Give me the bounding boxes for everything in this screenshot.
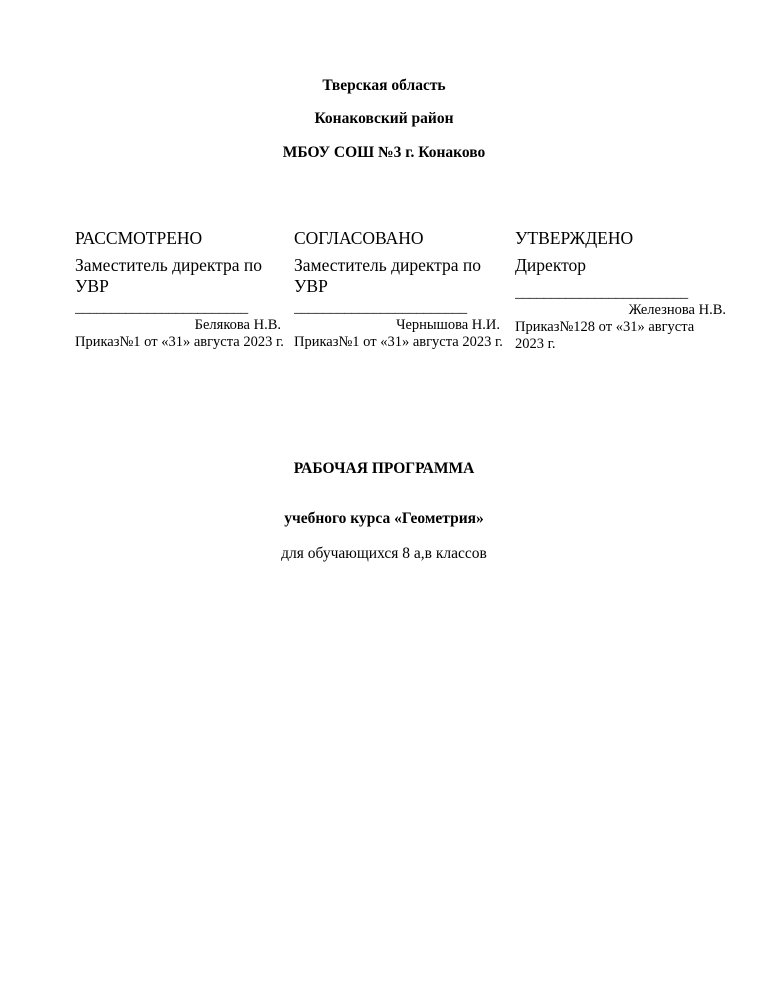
- approval-heading: РАССМОТРЕНО: [75, 228, 203, 248]
- program-course: учебного курса «Геометрия»: [284, 510, 484, 527]
- approval-heading: УТВЕРЖДЕНО: [515, 228, 634, 248]
- header-district: Конаковский район: [314, 110, 454, 127]
- approval-heading: СОГЛАСОВАНО: [294, 228, 424, 248]
- program-audience: для обучающихся 8 а,в классов: [281, 545, 487, 562]
- order-reference: Приказ№1 от «31» августа 2023 г.: [294, 334, 503, 350]
- signatory-name: Чернышова Н.И.: [396, 317, 500, 333]
- approval-role: Заместитель директра по УВР: [294, 255, 482, 296]
- approval-role: Директор: [515, 255, 587, 275]
- order-reference: Приказ№1 от «31» августа 2023 г.: [75, 334, 284, 350]
- signatory-name: Белякова Н.В.: [194, 317, 281, 333]
- signature-line: ________________________: [75, 300, 248, 316]
- header-region: Тверская область: [322, 77, 446, 94]
- signature-line: ________________________: [515, 285, 688, 301]
- order-reference: Приказ№128 от «31» августа 2023 г.: [515, 319, 695, 352]
- header-school: МБОУ СОШ №3 г. Конаково: [282, 144, 486, 161]
- approval-block-agreed: [294, 227, 504, 351]
- signatory-name: Железнова Н.В.: [628, 302, 726, 318]
- signature-line: ________________________: [294, 300, 467, 316]
- approval-block-approved: [515, 227, 725, 353]
- approval-block-reviewed: [75, 227, 285, 351]
- approval-role: Заместитель директра по УВР: [75, 255, 263, 296]
- program-title: РАБОЧАЯ ПРОГРАММА: [293, 460, 475, 477]
